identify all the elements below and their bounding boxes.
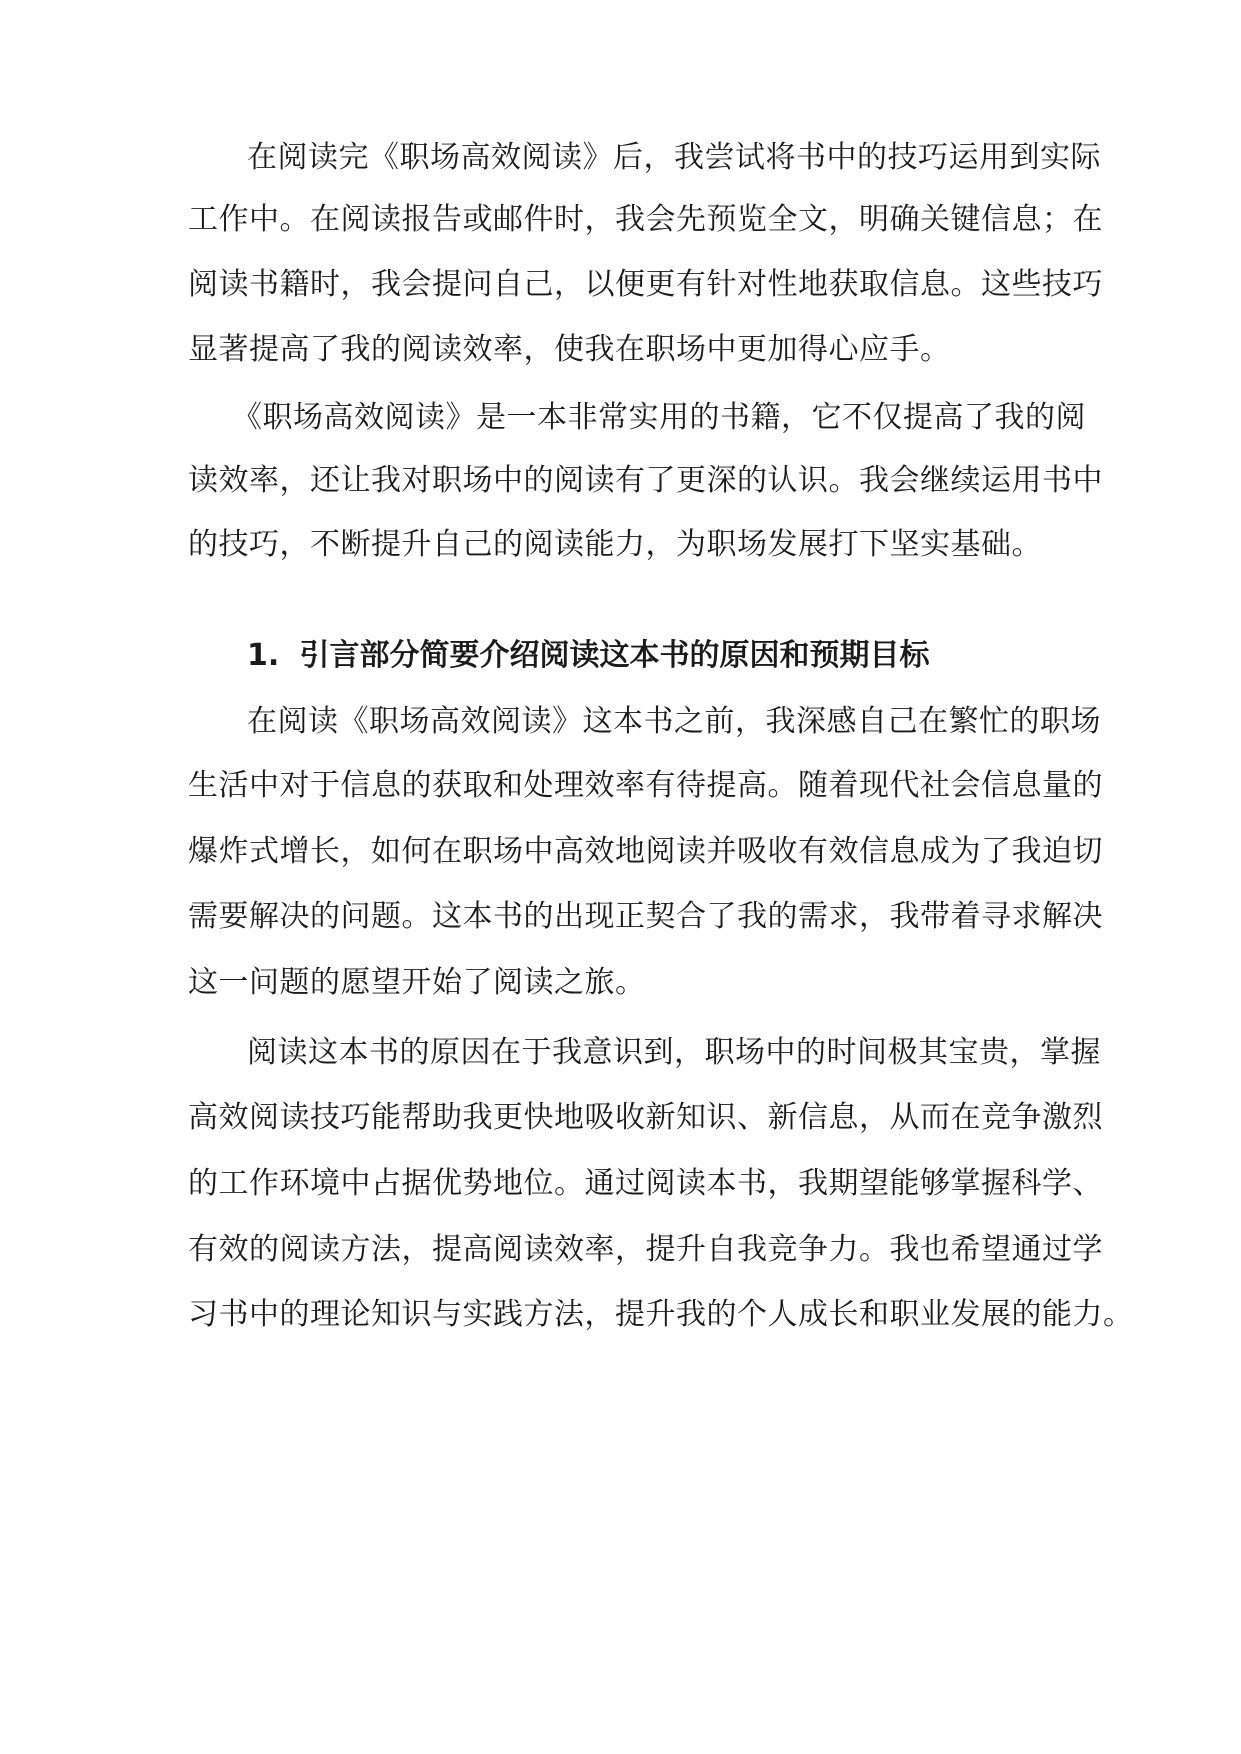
section-heading xyxy=(247,636,929,676)
paragraph-line: 习书中的理论知识与实践方法，提升我的个人成长和职业发展的能力。 xyxy=(188,1297,1134,1332)
paragraph-line: 读效率，还让我对职场中的阅读有了更深的认识。我会继续运用书中 xyxy=(188,463,1103,498)
paragraph-line: 有效的阅读方法，提高阅读效率，提升自我竞争力。我也希望通过学 xyxy=(188,1232,1103,1267)
paragraph-line: 《职场高效阅读》是一本非常实用的书籍，它不仅提高了我的阅 xyxy=(232,400,1086,435)
paragraph-line: 需要解决的问题。这本书的出现正契合了我的需求，我带着寻求解决 xyxy=(188,899,1103,934)
paragraph-line: 显著提高了我的阅读效率，使我在职场中更加得心应手。 xyxy=(188,332,951,367)
paragraph-line: 爆炸式增长，如何在职场中高效地阅读并吸收有效信息成为了我迫切 xyxy=(188,834,1103,869)
heading-text: 引言部分简要介绍阅读这本书的原因和预期目标 xyxy=(299,638,930,673)
paragraph-line: 在阅读完《职场高效阅读》后，我尝试将书中的技巧运用到实际 xyxy=(247,140,1101,175)
paragraph-line: 阅读这本书的原因在于我意识到，职场中的时间极其宝贵，掌握 xyxy=(247,1035,1101,1070)
paragraph-line: 在阅读《职场高效阅读》这本书之前，我深感自己在繁忙的职场 xyxy=(247,704,1101,739)
paragraph-line: 生活中对于信息的获取和处理效率有待提高。随着现代社会信息量的 xyxy=(188,768,1103,803)
paragraph-line: 这一问题的愿望开始了阅读之旅。 xyxy=(188,965,646,1000)
paragraph-line: 工作中。在阅读报告或邮件时，我会先预览全文，明确关键信息；在 xyxy=(188,202,1103,237)
heading-number: 1. xyxy=(247,638,280,673)
paragraph-line: 高效阅读技巧能帮助我更快地吸收新知识、新信息，从而在竞争激烈 xyxy=(188,1100,1103,1135)
paragraph-line: 的工作环境中占据优势地位。通过阅读本书，我期望能够掌握科学、 xyxy=(188,1166,1103,1201)
paragraph-line: 阅读书籍时，我会提问自己，以便更有针对性地获取信息。这些技巧 xyxy=(188,267,1103,302)
paragraph-line: 的技巧，不断提升自己的阅读能力，为职场发展打下坚实基础。 xyxy=(188,527,1042,562)
